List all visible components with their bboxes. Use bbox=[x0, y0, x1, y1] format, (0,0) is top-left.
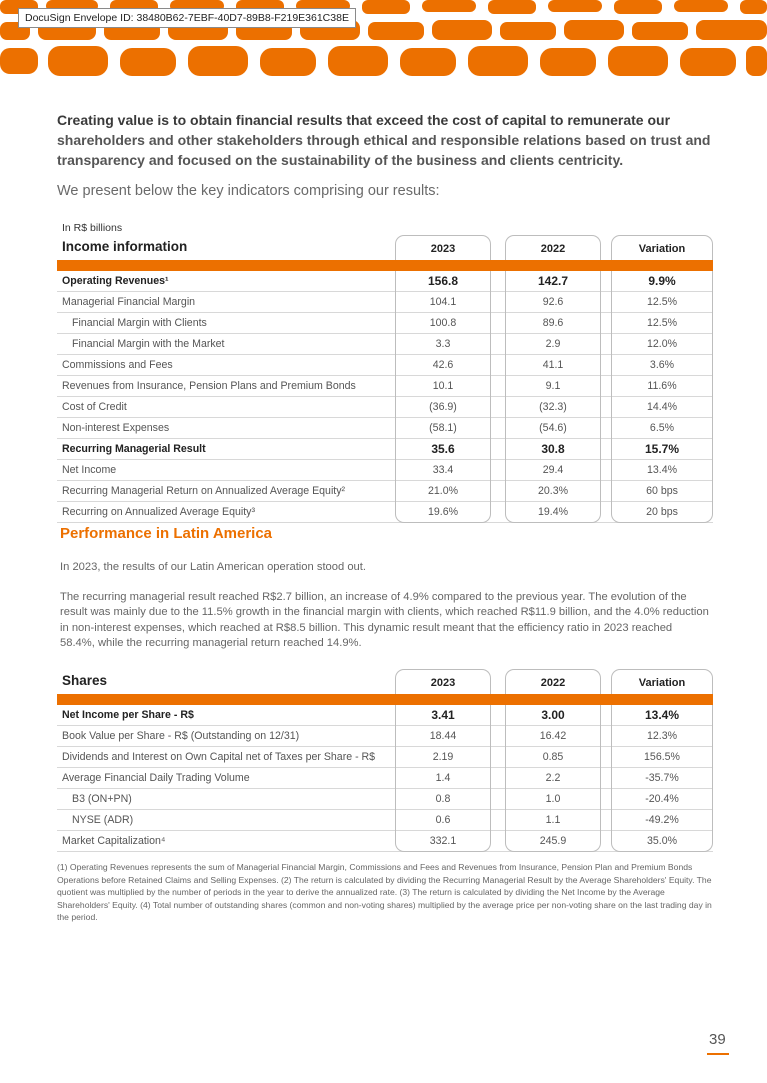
value-variation: 12.3% bbox=[646, 730, 678, 742]
value-variation: 35.0% bbox=[646, 835, 678, 847]
value-2023: 10.1 bbox=[432, 380, 454, 392]
value-2023: 18.44 bbox=[429, 730, 457, 742]
table-row bbox=[57, 376, 713, 397]
value-2022: 92.6 bbox=[542, 296, 564, 308]
intro-bold: Creating value is to obtain financial results that exceed the cost of capital to remunerate our bbox=[57, 112, 671, 128]
table-row bbox=[57, 313, 713, 334]
value-variation: 13.4% bbox=[646, 464, 678, 476]
value-2022: 29.4 bbox=[542, 464, 564, 476]
unit-label: In R$ billions bbox=[62, 222, 123, 234]
row-label: Operating Revenues¹ bbox=[62, 275, 169, 287]
section-title-latam: Performance in Latin America bbox=[60, 525, 273, 542]
value-2023: (58.1) bbox=[429, 422, 457, 434]
table-row bbox=[57, 726, 713, 747]
column-header-2022: 2022 bbox=[505, 235, 601, 260]
value-variation: 11.6% bbox=[647, 380, 677, 392]
value-2022: 89.6 bbox=[542, 317, 564, 329]
shares-table bbox=[57, 669, 713, 852]
income-table-body bbox=[57, 271, 713, 523]
column-header-variation: Variation bbox=[611, 235, 713, 260]
row-label: Net Income per Share - R$ bbox=[62, 709, 194, 721]
table-row bbox=[57, 292, 713, 313]
table-accent-bar bbox=[57, 694, 713, 705]
value-2023: 156.8 bbox=[427, 274, 459, 288]
value-2022: 20.3% bbox=[537, 485, 569, 497]
value-2023: 35.6 bbox=[431, 442, 455, 456]
row-label: Average Financial Daily Trading Volume bbox=[62, 772, 250, 784]
value-variation: -35.7% bbox=[645, 772, 679, 784]
table-row bbox=[57, 705, 713, 726]
table-row bbox=[57, 768, 713, 789]
value-2023: 2.19 bbox=[432, 751, 454, 763]
row-label: Commissions and Fees bbox=[62, 359, 173, 371]
value-variation: 13.4% bbox=[644, 708, 680, 722]
value-2023: 0.6 bbox=[435, 814, 451, 826]
row-label: Revenues from Insurance, Pension Plans and Premium Bonds bbox=[62, 380, 356, 392]
row-label: Recurring on Annualized Average Equity³ bbox=[62, 506, 255, 518]
latam-paragraph-2: The recurring managerial result reached R$2.7 billion, an increase of 4.9% compared to the previous year. The evolution of the result was mainly due to the 11.5% growth in the financial margin with clients, which reached R$11.9 billion, and the 4.0% reduction in non-interest expenses, which reached at R$8.5 billion. This dynamic result meant that the efficiency ratio in 2023 reached 58.4%, while the recurring managerial return reached 14.9%. bbox=[60, 591, 709, 650]
income-table-header bbox=[57, 235, 713, 260]
column-header-2022: 2022 bbox=[505, 669, 601, 694]
table-row bbox=[57, 460, 713, 481]
value-variation: 6.5% bbox=[649, 422, 675, 434]
table-row bbox=[57, 502, 713, 523]
column-header-variation: Variation bbox=[611, 669, 713, 694]
value-2022: 19.4% bbox=[537, 506, 569, 518]
value-2022: 1.0 bbox=[545, 793, 561, 805]
value-variation: -20.4% bbox=[645, 793, 679, 805]
column-header-2023: 2023 bbox=[395, 235, 491, 260]
value-2022: 0.85 bbox=[542, 751, 564, 763]
value-variation: 3.6% bbox=[649, 359, 675, 371]
value-2023: 21.0% bbox=[427, 485, 459, 497]
value-variation: 12.5% bbox=[646, 317, 678, 329]
value-2023: 100.8 bbox=[429, 317, 457, 329]
value-variation: 60 bps bbox=[646, 485, 678, 497]
value-2022: 2.9 bbox=[545, 338, 561, 350]
footnotes: (1) Operating Revenues represents the sum of Managerial Financial Margin, Commissions and Fees and Revenues from Insurance, Pension Plan and Premium Bonds Operations before Retained Claims and Selling Expenses. (2) The return is calculated by dividing the Recurring Managerial Result by the Average Shareholders' Equity. The quotient was multiplied by the number of periods in the year to derive the annualized rate. (3) The return is calculated by dividing the Net Income by the Average Shareholders' Equity. (4) Total number of outstanding shares (common and non-voting shares) multiplied by the average price per non-voting share on the last trading day in the period. bbox=[57, 862, 712, 923]
row-label: Financial Margin with Clients bbox=[72, 317, 207, 329]
row-label: Managerial Financial Margin bbox=[62, 296, 196, 308]
value-2022: 1.1 bbox=[545, 814, 561, 826]
income-table-title: Income information bbox=[62, 239, 188, 254]
value-2022: (32.3) bbox=[539, 401, 567, 413]
value-2023: 33.4 bbox=[432, 464, 454, 476]
row-label: Dividends and Interest on Own Capital net of Taxes per Share - R$ bbox=[62, 751, 376, 763]
value-2022: 30.8 bbox=[541, 442, 565, 456]
row-label: Recurring Managerial Result bbox=[62, 443, 206, 455]
row-label: Market Capitalization⁴ bbox=[62, 835, 166, 847]
value-variation: 14.4% bbox=[646, 401, 678, 413]
value-2023: 3.41 bbox=[431, 708, 455, 722]
value-2022: 2.2 bbox=[545, 772, 561, 784]
value-2022: (54.6) bbox=[539, 422, 567, 434]
table-row bbox=[57, 397, 713, 418]
table-row bbox=[57, 789, 713, 810]
row-label: Net Income bbox=[62, 464, 117, 476]
value-2023: 104.1 bbox=[429, 296, 457, 308]
value-2023: 3.3 bbox=[435, 338, 451, 350]
table-row bbox=[57, 271, 713, 292]
shares-table-body bbox=[57, 705, 713, 852]
latam-paragraph-1: In 2023, the results of our Latin American operation stood out. bbox=[60, 561, 366, 573]
value-variation: 12.5% bbox=[646, 296, 678, 308]
value-2023: 332.1 bbox=[429, 835, 457, 847]
value-variation: 15.7% bbox=[644, 442, 680, 456]
table-row bbox=[57, 355, 713, 376]
column-header-2023: 2023 bbox=[395, 669, 491, 694]
value-2022: 16.42 bbox=[539, 730, 567, 742]
page-number: 39 bbox=[709, 1031, 726, 1048]
value-2023: (36.9) bbox=[429, 401, 457, 413]
value-2022: 245.9 bbox=[539, 835, 567, 847]
row-label: Non-interest Expenses bbox=[62, 422, 170, 434]
shares-table-title: Shares bbox=[62, 673, 108, 688]
table-row bbox=[57, 439, 713, 460]
row-label: Cost of Credit bbox=[62, 401, 127, 413]
table-row bbox=[57, 831, 713, 852]
row-label: NYSE (ADR) bbox=[72, 814, 134, 826]
shares-table-header bbox=[57, 669, 713, 694]
intro-heading bbox=[57, 110, 717, 170]
row-label: B3 (ON+PN) bbox=[72, 793, 132, 805]
value-2022: 9.1 bbox=[545, 380, 561, 392]
value-2022: 3.00 bbox=[541, 708, 565, 722]
intro-rest: shareholders and other stakeholders through ethical and responsible relations based on trust and transparency and focused on the sustainability of the business and clients centricity. bbox=[57, 132, 711, 168]
table-row bbox=[57, 418, 713, 439]
value-2022: 142.7 bbox=[537, 274, 569, 288]
income-information-table bbox=[57, 235, 713, 523]
table-row bbox=[57, 747, 713, 768]
value-2023: 1.4 bbox=[435, 772, 451, 784]
value-variation: 9.9% bbox=[648, 274, 676, 288]
value-2023: 42.6 bbox=[432, 359, 454, 371]
value-variation: -49.2% bbox=[645, 814, 679, 826]
row-label: Financial Margin with the Market bbox=[72, 338, 225, 350]
lead-text: We present below the key indicators comprising our results: bbox=[57, 183, 440, 199]
table-row bbox=[57, 481, 713, 502]
table-row bbox=[57, 810, 713, 831]
value-variation: 156.5% bbox=[644, 751, 680, 763]
row-label: Book Value per Share - R$ (Outstanding on 12/31) bbox=[62, 730, 300, 742]
value-2022: 41.1 bbox=[542, 359, 564, 371]
page-number-underline bbox=[707, 1053, 729, 1055]
value-2023: 19.6% bbox=[427, 506, 459, 518]
row-label: Recurring Managerial Return on Annualized Average Equity² bbox=[62, 485, 346, 497]
value-2023: 0.8 bbox=[435, 793, 451, 805]
value-variation: 12.0% bbox=[646, 338, 678, 350]
table-row bbox=[57, 334, 713, 355]
table-accent-bar bbox=[57, 260, 713, 271]
docusign-envelope-id: DocuSign Envelope ID: 38480B62-7EBF-40D7-89B8-F219E361C38E bbox=[18, 8, 356, 28]
value-variation: 20 bps bbox=[646, 506, 678, 518]
